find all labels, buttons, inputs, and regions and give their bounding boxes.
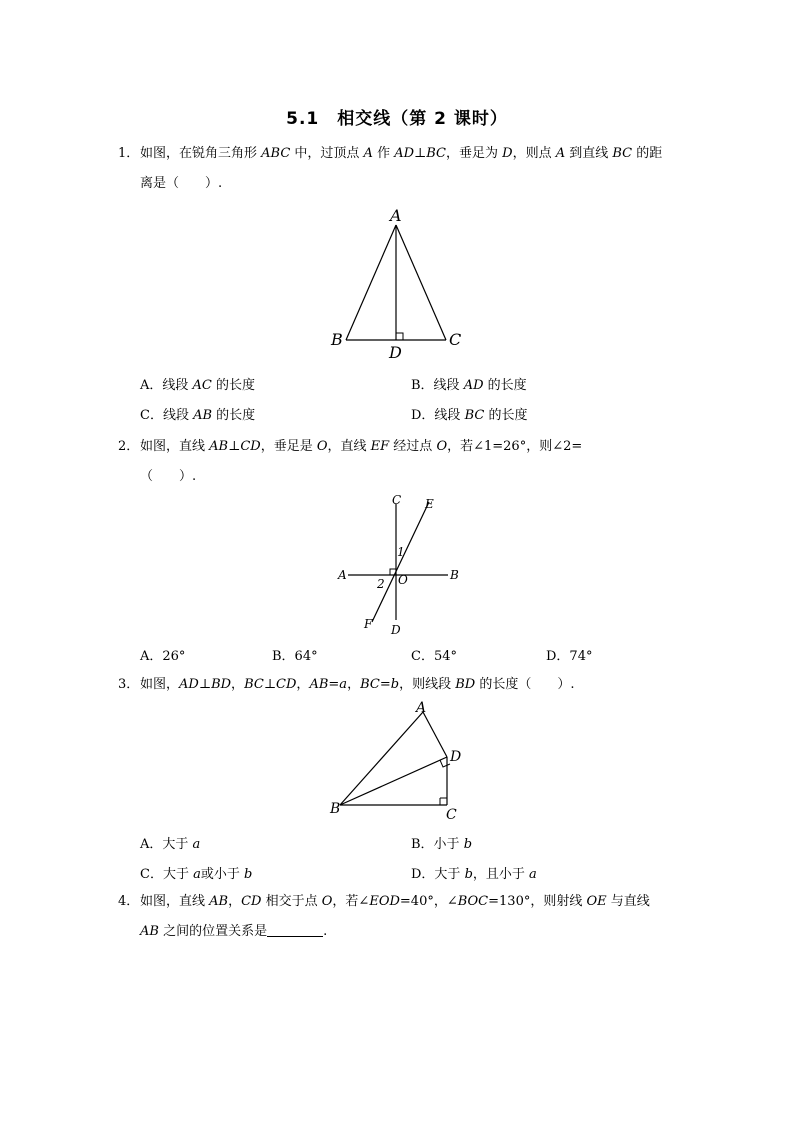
q3-option-a: A．大于 a [140,837,201,852]
text: 中，过顶点 [290,146,364,161]
question-1 [118,139,678,199]
angle-1-label: 1 [397,545,405,559]
answer-blank[interactable] [267,920,323,937]
right-angle-mark [396,333,403,340]
figure-q3-quadrilateral [326,698,476,823]
label-d: D [389,343,402,362]
segment-ac [396,225,446,340]
q2-option-a: A．26° [140,649,186,664]
text: 如图，在锐角三角形 [140,146,262,161]
text: ，则点 [512,146,556,161]
text: ⊥ [414,146,427,161]
q3-option-d: D．大于 b，且小于 a [411,867,537,882]
figure-q1-triangle [326,205,466,365]
q1-option-d: D．线段 BC 的长度 [411,408,528,423]
math-var: ABC [261,146,291,161]
math-var: D [502,146,513,161]
question-3 [118,670,678,700]
text: 到直线 [565,146,613,161]
right-angle-mark-d [440,760,450,767]
question-number: 3． [118,677,140,692]
label-b: B [450,568,459,582]
text: 的距 [632,146,663,161]
math-var: A [363,146,373,161]
label-e: E [425,497,434,511]
label-d: D [391,623,401,637]
q3-option-c: C．大于 a或小于 b [140,867,253,882]
segment-ab [346,225,396,340]
math-var: A [555,146,566,161]
question-2-line-1: 2．如图，直线 AB⊥CD，垂足是 O，直线 EF 经过点 O，若∠1=26°，则∠2= [118,432,678,462]
question-4-line-1: 4．如图，直线 AB，CD 相交于点 O，若∠EOD=40°，∠BOC=130°，则射线 OE 与直线 [118,887,678,917]
q1-option-b: B．线段 AD 的长度 [411,378,527,393]
question-2 [118,432,678,492]
math-var: BC [612,146,633,161]
label-o: O [398,573,408,587]
label-b: B [331,330,343,349]
label-c: C [392,493,402,507]
question-1-line-1 [118,139,678,169]
question-3-line-1: 3．如图，AD⊥BD，BC⊥CD，AB=a，BC=b，则线段 BD 的长度（ ）. [118,670,678,700]
q2-option-c: C．54° [411,649,457,664]
question-number: 1． [118,146,140,161]
label-a: A [390,206,402,225]
line-ef [372,502,429,622]
label-f: F [364,617,373,631]
math-var: BC [426,146,446,161]
math-var: AD [394,146,415,161]
question-2-line-2: （ ）. [140,469,197,484]
q2-option-b: B．64° [272,649,318,664]
angle-2-label: 2 [377,577,385,591]
label-a: A [338,568,347,582]
q2-option-d: D．74° [546,649,593,664]
q1-option-a: A．线段 AC 的长度 [140,378,256,393]
figure-q2-lines [334,492,464,637]
segment-bd [340,757,447,805]
q3-option-b: B．小于 b [411,837,473,852]
text: ，垂足为 [446,146,503,161]
question-4 [118,887,678,947]
question-1-line-2: 离是（ ）. [140,176,223,191]
label-c: C [449,330,462,349]
text: 作 [372,146,395,161]
segment-ab [340,712,423,805]
label-d: D [450,749,462,765]
label-c: C [446,807,457,823]
segment-ad [423,712,447,757]
page-title: 5.1 相交线（第 2 课时） [286,109,508,129]
question-4-line-2: AB 之间的位置关系是 . [118,917,678,947]
label-b: B [330,801,341,817]
q1-option-c: C．线段 AB 的长度 [140,408,256,423]
question-number: 4． [118,894,140,909]
question-number: 2． [118,439,140,454]
label-a: A [416,700,427,716]
